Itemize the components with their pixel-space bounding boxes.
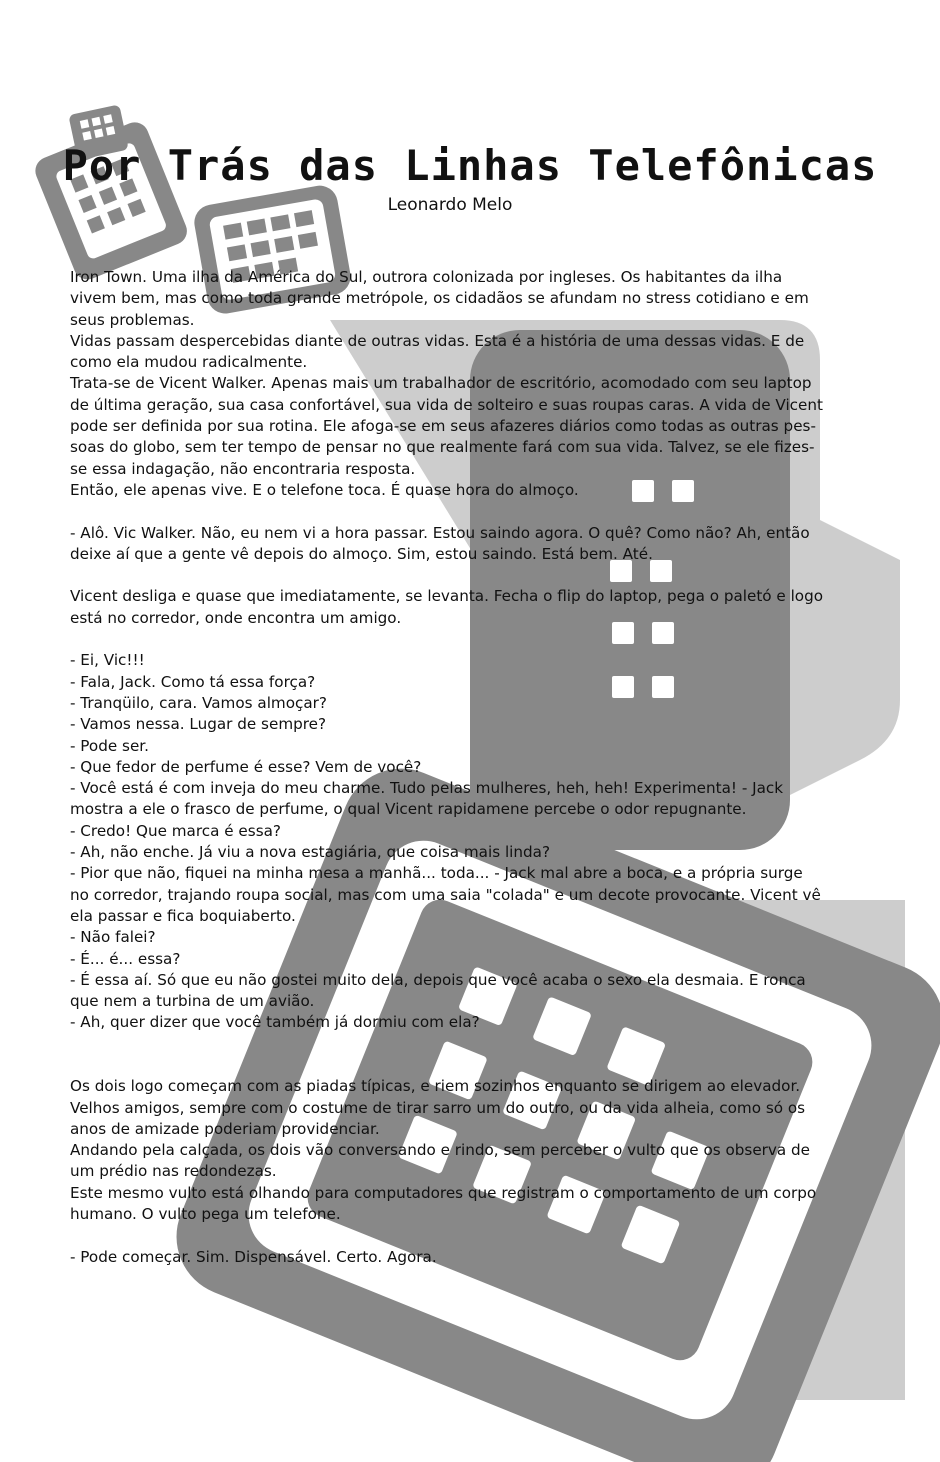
text-line: Velhos amigos, sempre com o costume de tirar sarro um do outro, ou da vida alheia, como só os bbox=[70, 1098, 806, 1117]
text-line: - Você está é com inveja do meu charme. Tudo pelas mulheres, heh, heh! Experimenta! - Jack bbox=[70, 779, 784, 798]
text-line: - Ei, Vic!!! bbox=[70, 651, 145, 670]
blank-line bbox=[70, 1034, 860, 1055]
text-line: no corredor, trajando roupa social, mas com uma saia "colada" e um decote provocante. Vicent vê bbox=[70, 885, 821, 904]
text-line: - Tranqüilo, cara. Vamos almoçar? bbox=[70, 693, 327, 712]
text-line: - Que fedor de perfume é esse? Vem de você? bbox=[70, 757, 422, 776]
text-line: que nem a turbina de um avião. bbox=[70, 992, 315, 1011]
text-line: Andando pela calçada, os dois vão conversando e rindo, sem perceber o vulto que os observa de bbox=[70, 1141, 811, 1160]
text-line: humano. O vulto pega um telefone. bbox=[70, 1205, 341, 1224]
text-line: vivem bem, mas como toda grande metrópole, os cidadãos se afundam no stress cotidiano e em bbox=[70, 289, 809, 308]
text-line: - Pode ser. bbox=[70, 736, 149, 755]
text-line: anos de amizade poderiam providenciar. bbox=[70, 1119, 380, 1138]
blank-line bbox=[70, 1055, 860, 1076]
text-line: Então, ele apenas vive. E o telefone toca. É quase hora do almoço. bbox=[70, 480, 579, 499]
text-line: - Ah, quer dizer que você também já dormiu com ela? bbox=[70, 1013, 480, 1032]
blank-line bbox=[70, 1225, 860, 1246]
page-title: Por Trás das Linhas Telefônicas bbox=[62, 141, 878, 190]
text-line: Iron Town. Uma ilha da América do Sul, outrora colonizada por ingleses. Os habitantes da ilha bbox=[70, 268, 783, 286]
text-line: Trata-se de Vicent Walker. Apenas mais um trabalhador de escritório, acomodado com seu laptop bbox=[70, 374, 812, 393]
blank-line bbox=[70, 565, 860, 586]
text-line: - Não falei? bbox=[70, 928, 156, 947]
text-line: - Fala, Jack. Como tá essa força? bbox=[70, 672, 316, 691]
text-line: - É... é... essa? bbox=[70, 949, 181, 968]
text-line: seus problemas. bbox=[70, 310, 195, 329]
text-line: - Credo! Que marca é essa? bbox=[70, 821, 281, 840]
text-line: - Pior que não, fiquei na minha mesa a manhã... toda... - Jack mal abre a boca, e a própria surge bbox=[70, 864, 803, 883]
text-line: se essa indagação, não encontraria resposta. bbox=[70, 459, 416, 478]
blank-line bbox=[70, 629, 860, 650]
author-name: Leonardo Melo bbox=[387, 195, 513, 215]
text-line: deixe aí que a gente vê depois do almoço. Sim, estou saindo. Está bem. Até. bbox=[70, 544, 653, 563]
blank-line bbox=[70, 501, 860, 522]
text-line: - Vamos nessa. Lugar de sempre? bbox=[70, 715, 327, 734]
text-line: de última geração, sua casa confortável, sua vida de solteiro e suas roupas caras. A vida de Vicent bbox=[70, 395, 823, 414]
text-line: Vidas passam despercebidas diante de outras vidas. Esta é a história de uma dessas vidas. E de bbox=[70, 331, 805, 350]
text-line: - É essa aí. Só que eu não gostei muito dela, depois que você acaba o sexo ela desmaia. E ronca bbox=[70, 970, 806, 989]
text-line: pode ser definida por sua rotina. Ele afoga-se em seus afazeres diários como todas as outras pes- bbox=[70, 417, 816, 436]
text-line: Os dois logo começam com as piadas típicas, e riem sozinhos enquanto se dirigem ao elevador. bbox=[70, 1077, 801, 1096]
story-body bbox=[70, 267, 860, 1268]
text-line: como ela mudou radicalmente. bbox=[70, 353, 308, 372]
text-line: - Ah, não enche. Já viu a nova estagiária, que coisa mais linda? bbox=[70, 843, 551, 862]
text-line: - Pode começar. Sim. Dispensável. Certo. Agora. bbox=[70, 1247, 437, 1266]
text-line: Este mesmo vulto está olhando para computadores que registram o comportamento de um corpo bbox=[70, 1183, 817, 1202]
text-line: ela passar e fica boquiaberto. bbox=[70, 906, 296, 925]
text-line: um prédio nas redondezas. bbox=[70, 1162, 277, 1181]
text-line: mostra a ele o frasco de perfume, o qual Vicent rapidamene percebe o odor repugnante. bbox=[70, 800, 747, 819]
text-line: soas do globo, sem ter tempo de pensar no que realmente fará com sua vida. Talvez, se ele fizes- bbox=[70, 438, 815, 457]
text-line: Vicent desliga e quase que imediatamente, se levanta. Fecha o flip do laptop, pega o paletó e logo bbox=[70, 587, 824, 606]
text-line: - Alô. Vic Walker. Não, eu nem vi a hora passar. Estou saindo agora. O quê? Como não? Ah, então bbox=[70, 523, 810, 542]
text-line: está no corredor, onde encontra um amigo. bbox=[70, 608, 402, 627]
